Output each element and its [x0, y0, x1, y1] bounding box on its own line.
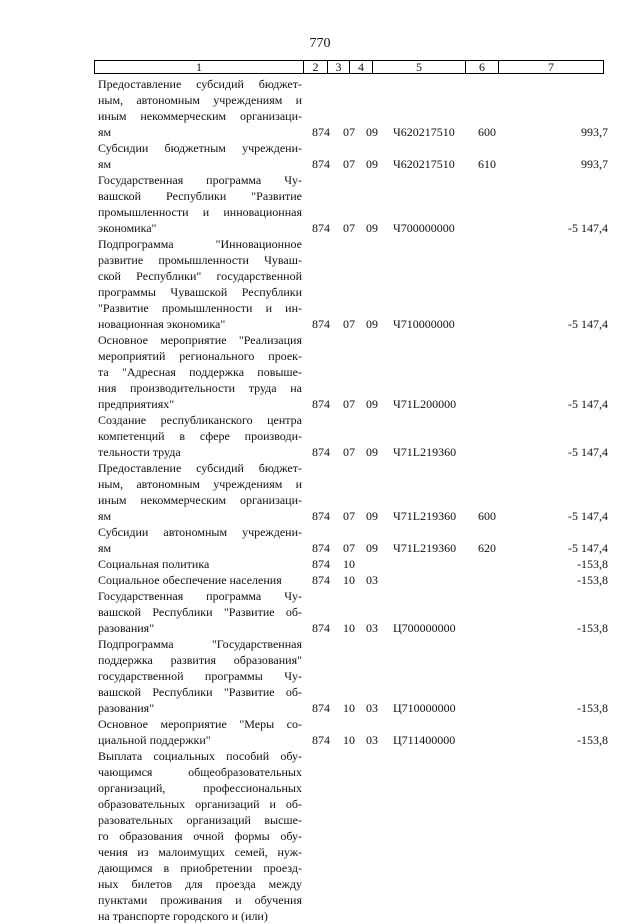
- row-section: 10: [343, 733, 355, 747]
- row-section: 10: [343, 573, 355, 587]
- row-subsection: 09: [366, 221, 378, 235]
- row-expense-type: 610: [478, 157, 496, 171]
- row-amount: -153,8: [577, 557, 608, 571]
- row-amount: -5 147,4: [568, 509, 608, 523]
- row-subsection: 03: [366, 621, 378, 635]
- row-name-line: чающимся общеобразовательных: [98, 765, 302, 779]
- row-name: [98, 748, 302, 924]
- column-header-target-article: 5: [373, 61, 466, 73]
- row-name-line: ных билетов для проезда между: [98, 877, 302, 891]
- row-adm-code: 874: [312, 733, 330, 747]
- row-amount: -153,8: [577, 733, 608, 747]
- row-amount: -5 147,4: [568, 317, 608, 331]
- row-name-line: та "Адресная поддержка повыше-: [98, 365, 302, 379]
- row-name-line: образовательных организаций и об-: [98, 797, 302, 811]
- row-amount: 993,7: [581, 157, 608, 171]
- row-section: 07: [343, 509, 355, 523]
- row-target-article: Ц710000000: [393, 701, 456, 715]
- row-adm-code: 874: [312, 397, 330, 411]
- row-name-line: поддержка развития образования": [98, 653, 302, 667]
- row-name: [98, 412, 302, 460]
- row-subsection: 09: [366, 157, 378, 171]
- row-name-line: Социальная политика: [98, 557, 210, 571]
- row-name-line: ным, автономным учреждениям и: [98, 93, 302, 107]
- row-name: [98, 524, 302, 556]
- table-header: [94, 60, 604, 74]
- row-name-line: Выплата социальных пособий обу-: [98, 749, 302, 763]
- row-name-line: Подпрограмма "Инновационное: [98, 237, 302, 251]
- row-name-line: мероприятий регионального проек-: [98, 349, 302, 363]
- row-target-article: Ч700000000: [393, 221, 455, 235]
- row-name-line: промышленности и инновационная: [98, 205, 302, 219]
- row-name-line: предприятиях": [98, 397, 175, 411]
- row-target-article: Ч71L200000: [393, 397, 457, 411]
- row-name-line: Основное мероприятие "Меры со-: [98, 717, 302, 731]
- row-amount: -153,8: [577, 621, 608, 635]
- row-name-line: на транспорте городского и (или): [98, 909, 268, 923]
- row-name: [98, 172, 302, 236]
- row-name: [98, 140, 302, 172]
- row-name-line: Субсидии автономным учреждени-: [98, 525, 302, 539]
- row-name-line: Основное мероприятие "Реализация: [98, 333, 302, 347]
- row-name-line: ям: [98, 125, 112, 139]
- row-adm-code: 874: [312, 541, 330, 555]
- row-name-line: программы Чувашской Республики: [98, 285, 302, 299]
- row-adm-code: 874: [312, 557, 330, 571]
- row-amount: -153,8: [577, 573, 608, 587]
- row-section: 07: [343, 125, 355, 139]
- row-name-line: чения из малоимущих семей, нуж-: [98, 845, 302, 859]
- table-row: [0, 636, 640, 716]
- table-row: [0, 76, 640, 140]
- row-name-line: новационная экономика": [98, 317, 226, 331]
- row-adm-code: 874: [312, 221, 330, 235]
- row-section: 10: [343, 557, 355, 571]
- table-row: [0, 140, 640, 172]
- row-section: 07: [343, 445, 355, 459]
- row-name-line: вашской Республики "Развитие об-: [98, 605, 302, 619]
- row-section: 07: [343, 317, 355, 331]
- table-row: [0, 572, 640, 588]
- column-header-subsection: 4: [350, 61, 373, 73]
- page-number: 770: [309, 36, 331, 51]
- row-expense-type: 620: [478, 541, 496, 555]
- row-expense-type: 600: [478, 509, 496, 523]
- row-subsection: 03: [366, 573, 378, 587]
- row-target-article: Ч71L219360: [393, 509, 457, 523]
- row-name-line: Подпрограмма "Государственная: [98, 637, 302, 651]
- row-name: [98, 572, 302, 588]
- row-subsection: 09: [366, 317, 378, 331]
- row-adm-code: 874: [312, 125, 330, 139]
- row-name-line: ям: [98, 157, 112, 171]
- row-amount: -5 147,4: [568, 541, 608, 555]
- row-subsection: 09: [366, 541, 378, 555]
- row-name-line: Государственная программа Чу-: [98, 589, 302, 603]
- row-section: 07: [343, 221, 355, 235]
- row-name-line: дающимся в приобретении проезд-: [98, 861, 302, 875]
- row-target-article: Ч71L219360: [393, 445, 457, 459]
- row-name-line: государственной программы Чу-: [98, 669, 302, 683]
- row-name-line: развитие промышленности Чуваш-: [98, 253, 302, 267]
- row-section: 07: [343, 157, 355, 171]
- row-name: [98, 76, 302, 140]
- row-subsection: 03: [366, 701, 378, 715]
- row-name-line: компетенций в сфере производи-: [98, 429, 302, 443]
- row-name-line: экономика": [98, 221, 157, 235]
- row-name-line: Предоставление субсидий бюджет-: [98, 77, 302, 91]
- row-subsection: 09: [366, 445, 378, 459]
- row-adm-code: 874: [312, 621, 330, 635]
- row-name-line: вашской Республики "Развитие об-: [98, 685, 302, 699]
- row-name-line: разования": [98, 621, 155, 635]
- row-name: [98, 716, 302, 748]
- column-header-adm: 2: [304, 61, 328, 73]
- row-name-line: разования": [98, 701, 155, 715]
- row-subsection: 03: [366, 733, 378, 747]
- row-name: [98, 236, 302, 332]
- row-name: [98, 332, 302, 412]
- row-name-line: тельности труда: [98, 445, 181, 459]
- row-name-line: "Развитие промышленности и ин-: [98, 301, 302, 315]
- table-row: [0, 412, 640, 460]
- table-row: [0, 556, 640, 572]
- row-amount: -5 147,4: [568, 221, 608, 235]
- row-name-line: ям: [98, 541, 112, 555]
- row-name-line: организаций, профессиональных: [98, 781, 302, 795]
- row-name-line: циальной поддержки": [98, 733, 211, 747]
- row-name-line: Социальное обеспечение населения: [98, 573, 282, 587]
- row-amount: 993,7: [581, 125, 608, 139]
- row-section: 07: [343, 541, 355, 555]
- row-subsection: 09: [366, 509, 378, 523]
- row-name-line: пунктами проживания и обучения: [98, 893, 302, 907]
- row-name-line: Субсидии бюджетным учреждени-: [98, 141, 302, 155]
- table-row: [0, 332, 640, 412]
- row-name: [98, 460, 302, 524]
- row-name-line: Создание республиканского центра: [98, 413, 302, 427]
- row-target-article: Ц711400000: [393, 733, 456, 747]
- table-row: [0, 588, 640, 636]
- table-row: [0, 460, 640, 524]
- row-name: [98, 556, 302, 572]
- table-row: [0, 236, 640, 332]
- row-name-line: ской Республики" государственной: [98, 269, 302, 283]
- row-amount: -5 147,4: [568, 397, 608, 411]
- column-header-section: 3: [328, 61, 350, 73]
- column-header-name: 1: [95, 61, 304, 73]
- row-name: [98, 588, 302, 636]
- row-target-article: Ч710000000: [393, 317, 455, 331]
- row-adm-code: 874: [312, 317, 330, 331]
- row-subsection: 09: [366, 125, 378, 139]
- row-target-article: Ч620217510: [393, 157, 455, 171]
- row-subsection: 09: [366, 397, 378, 411]
- row-section: 10: [343, 701, 355, 715]
- row-name-line: иным некоммерческим организаци-: [98, 109, 302, 123]
- row-expense-type: 600: [478, 125, 496, 139]
- table-row: [0, 524, 640, 556]
- row-adm-code: 874: [312, 573, 330, 587]
- row-adm-code: 874: [312, 445, 330, 459]
- table-row: [0, 172, 640, 236]
- row-section: 10: [343, 621, 355, 635]
- row-name-line: Предоставление субсидий бюджет-: [98, 461, 302, 475]
- row-adm-code: 874: [312, 509, 330, 523]
- row-amount: -5 147,4: [568, 445, 608, 459]
- row-name-line: Государственная программа Чу-: [98, 173, 302, 187]
- column-header-amount: 7: [548, 60, 554, 74]
- row-adm-code: 874: [312, 157, 330, 171]
- row-amount: -153,8: [577, 701, 608, 715]
- row-name-line: разовательных организаций высше-: [98, 813, 302, 827]
- row-target-article: Ц700000000: [393, 621, 456, 635]
- row-name-line: ям: [98, 509, 112, 523]
- row-name-line: ным, автономным учреждениям и: [98, 477, 302, 491]
- row-name-line: го образования очной формы обу-: [98, 829, 302, 843]
- row-target-article: Ч71L219360: [393, 541, 457, 555]
- table-row: [0, 716, 640, 748]
- column-header-expense-type: 6: [466, 61, 499, 73]
- row-adm-code: 874: [312, 701, 330, 715]
- table-row: [0, 748, 640, 924]
- row-name-line: вашской Республики "Развитие: [98, 189, 302, 203]
- row-name: [98, 636, 302, 716]
- row-target-article: Ч620217510: [393, 125, 455, 139]
- row-section: 07: [343, 397, 355, 411]
- row-name-line: иным некоммерческим организаци-: [98, 493, 302, 507]
- row-name-line: ния производительности труда на: [98, 381, 302, 395]
